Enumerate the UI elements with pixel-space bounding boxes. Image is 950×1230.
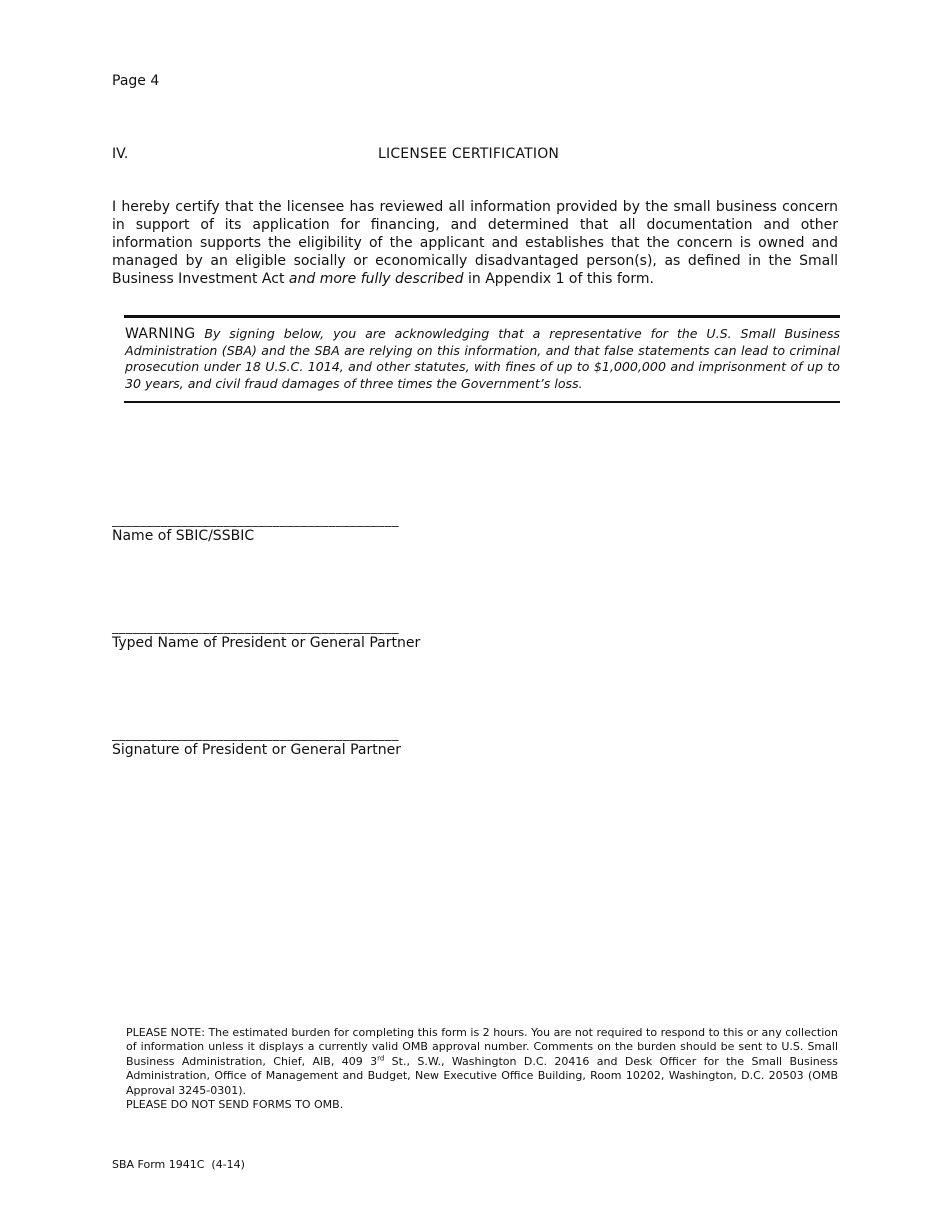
signature-field-typed-name [112,621,472,651]
burden-note-part2: St., S.W., Washington D.C. 20416 and Desk Officer for the Small Business Administration, Office of Management and Budget, New Executive Office Building, Room 10202, Washington, D.C. 20503 (OMB Approval 3245-0301). [126,1054,838,1097]
signature-label: Typed Name of President or General Partner [112,635,421,651]
section-title: LICENSEE CERTIFICATION [378,146,560,162]
certification-text-end: in Appendix 1 of this form. [463,271,654,287]
warning-body: By signing below, you are acknowledging that a representative for the U.S. Small Business Administration (SBA) and the SBA are relying on this information, and that false statements can lead to criminal prosecution under 18 U.S.C. 1014, and other statutes, with fines of up to $1,000,000 and imprisonment of up to 30 years, and civil fraud damages of three times the Government’s loss. [125,326,840,391]
certification-text-start: I hereby certify that the licensee has reviewed all information provided by the small business concern in support of its application for financing, and determined that all documentation and other information supports the eligibility of the applicant and establishes that the concern is owned and managed by an eligible socially or economically disadvantaged person(s), as defined in the Small Business Investment Act [112,199,838,287]
signature-line[interactable]: _________________________________________ [112,728,399,742]
signature-label: Signature of President or General Partner [112,742,401,758]
burden-note-text [126,1026,838,1098]
warning-text [125,326,840,392]
omb-notice: PLEASE DO NOT SEND FORMS TO OMB. [126,1098,344,1112]
certification-paragraph [112,198,838,288]
form-identifier: SBA Form 1941C (4-14) [112,1158,245,1171]
warning-label: WARNING [125,326,196,342]
section-number: IV. [112,146,129,162]
certification-text-italic: and more fully described [288,271,464,287]
warning-box [124,315,840,403]
signature-field-sbic-name [112,514,472,544]
signature-line[interactable]: _________________________________________ [112,621,399,635]
page-number: Page 4 [112,73,160,89]
burden-note-sup: rd [377,1054,385,1063]
signature-field-signature [112,728,472,758]
signature-label: Name of SBIC/SSBIC [112,528,255,544]
signature-line[interactable]: _________________________________________ [112,514,399,528]
burden-note [126,1026,838,1112]
burden-note-part1: PLEASE NOTE: The estimated burden for completing this form is 2 hours. You are not required to respond to this or any collection of information unless it displays a currently valid OMB approval number. Comments on the burden should be sent to U.S. Small Business Administration, Chief, AIB, 409 3 [126,1026,838,1068]
